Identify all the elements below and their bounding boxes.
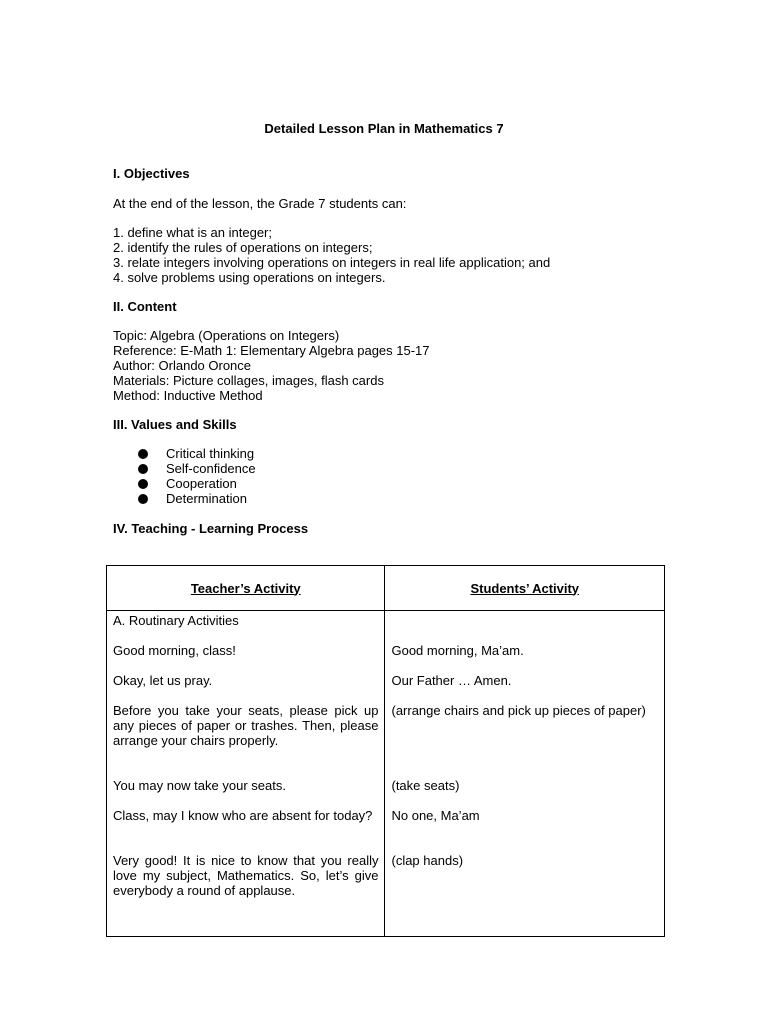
objectives-intro: At the end of the lesson, the Grade 7 students can: [113, 196, 407, 211]
activity-table [106, 565, 665, 937]
students-activity-header: Students’ Activity [385, 566, 665, 611]
teacher-line: Very good! It is nice to know that you really love my subject, Mathematics. So, let’s give everybody a round of applause. [113, 853, 379, 898]
students-column [385, 611, 665, 937]
student-line: (clap hands) [391, 853, 464, 868]
process-heading: IV. Teaching - Learning Process [113, 521, 309, 536]
student-line: (take seats) [391, 778, 460, 793]
teacher-line: Before you take your seats, please pick up any pieces of paper or trashes. Then, please arrange your chairs properly. [113, 703, 379, 748]
content-topic: Topic: Algebra (Operations on Integers) [113, 328, 340, 343]
value-label: Cooperation [166, 476, 237, 491]
list-item [138, 461, 256, 476]
content-method: Method: Inductive Method [113, 388, 263, 403]
content-lines [113, 328, 430, 403]
teacher-line: Good morning, class! [113, 643, 236, 658]
objective-item: 1. define what is an integer; [113, 225, 272, 240]
list-item [138, 491, 256, 506]
teacher-column [107, 611, 385, 937]
bullet-icon [138, 449, 148, 459]
teacher-line: Okay, let us pray. [113, 673, 213, 688]
content-heading: II. Content [113, 299, 177, 314]
values-heading: III. Values and Skills [113, 417, 237, 432]
objectives-heading: I. Objectives [113, 166, 190, 181]
teacher-line: Class, may I know who are absent for today? [113, 808, 373, 823]
value-label: Critical thinking [166, 446, 255, 461]
bullet-icon [138, 464, 148, 474]
student-line: (arrange chairs and pick up pieces of paper) [391, 703, 646, 718]
bullet-icon [138, 479, 148, 489]
objective-item: 3. relate integers involving operations on integers in real life application; and [113, 255, 551, 270]
student-line: Good morning, Ma’am. [391, 643, 524, 658]
content-reference: Reference: E-Math 1: Elementary Algebra pages 15-17 [113, 343, 430, 358]
list-item [138, 476, 256, 491]
section-label: A. Routinary Activities [113, 613, 239, 628]
document-title: Detailed Lesson Plan in Mathematics 7 [264, 121, 504, 136]
bullet-icon [138, 494, 148, 504]
list-item [138, 446, 256, 461]
table-header-row [107, 566, 665, 611]
objectives-list [113, 225, 550, 285]
student-line: No one, Ma’am [391, 808, 480, 823]
objective-item: 4. solve problems using operations on integers. [113, 270, 386, 285]
values-list [138, 446, 256, 506]
value-label: Determination [166, 491, 247, 506]
teacher-line: You may now take your seats. [113, 778, 286, 793]
content-materials: Materials: Picture collages, images, flash cards [113, 373, 384, 388]
value-label: Self-confidence [166, 461, 256, 476]
teacher-activity-header: Teacher’s Activity [107, 566, 385, 611]
objective-item: 2. identify the rules of operations on integers; [113, 240, 373, 255]
student-line: Our Father … Amen. [391, 673, 512, 688]
content-author: Author: Orlando Oronce [113, 358, 252, 373]
table-row [107, 611, 665, 937]
